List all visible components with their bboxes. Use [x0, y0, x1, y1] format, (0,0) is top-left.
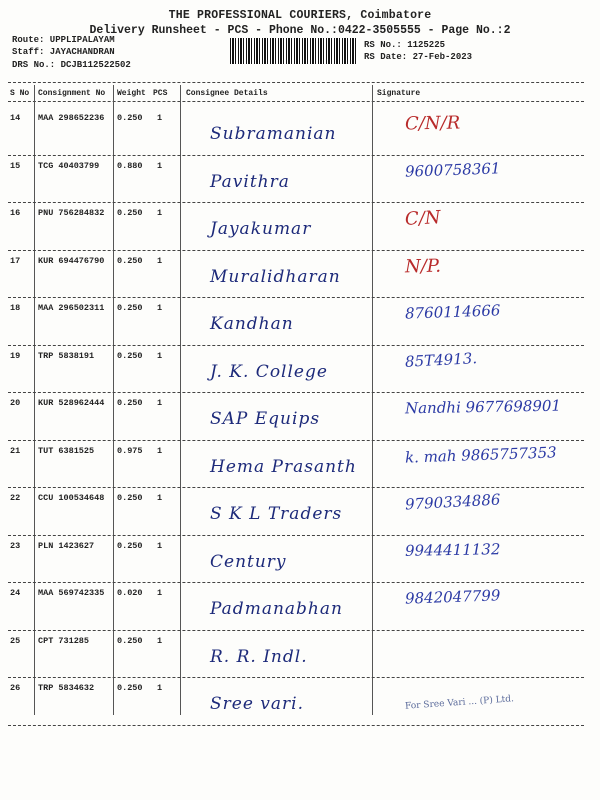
- sno-cell: 15: [10, 160, 21, 171]
- weight-cell: 0.250: [117, 113, 143, 123]
- sno-cell: 24: [10, 588, 21, 598]
- signature-handwriting: C/N: [404, 207, 442, 230]
- consignee-handwriting: Hema Prasanth: [210, 456, 357, 477]
- consignment-cell: MAA 296502311: [38, 303, 105, 313]
- weight-cell: 0.250: [117, 683, 143, 693]
- signature-handwriting: N/P.: [404, 255, 442, 277]
- consignee-handwriting: Century: [210, 551, 287, 572]
- consignee-handwriting: Jayakumar: [210, 219, 312, 239]
- col-consignee-header: Consignee Details: [186, 89, 268, 98]
- barcode: [230, 38, 358, 64]
- consignee-handwriting: Pavithra: [210, 171, 290, 192]
- sno-cell: 20: [10, 398, 21, 408]
- weight-cell: 0.250: [117, 398, 143, 408]
- pcs-cell: 1: [157, 588, 163, 598]
- pcs-cell: 1: [157, 113, 163, 123]
- consignee-handwriting: Padmanabhan: [210, 599, 343, 619]
- table-row: [0, 441, 600, 489]
- pcs-cell: 1: [157, 208, 163, 218]
- sno-cell: 26: [10, 683, 21, 693]
- consignment-cell: PNU 756284832: [38, 208, 105, 218]
- consignment-cell: KUR 528962444: [38, 398, 105, 408]
- table-row: [0, 631, 600, 679]
- signature-handwriting: Nandhi 9677698901: [404, 396, 562, 418]
- signature-handwriting: k. mah 9865757353: [404, 442, 557, 467]
- consignee-handwriting: Sree vari.: [210, 694, 305, 714]
- staff-label: Staff: JAYACHANDRAN: [12, 47, 115, 57]
- header-rule-top: [8, 82, 584, 83]
- sno-cell: 22: [10, 493, 21, 503]
- weight-cell: 0.880: [117, 160, 143, 171]
- pcs-cell: 1: [157, 350, 163, 361]
- weight-cell: 0.250: [117, 540, 143, 551]
- weight-cell: 0.250: [117, 303, 143, 313]
- sno-cell: 14: [10, 113, 21, 123]
- col-consignment-header: Consignment No: [38, 89, 106, 98]
- col-weight-header: Weight: [117, 89, 146, 98]
- consignment-cell: TUT 6381525: [38, 445, 95, 456]
- rs-date: RS Date: 27-Feb-2023: [364, 52, 473, 62]
- row-divider: [8, 725, 584, 726]
- consignment-cell: TRP 5838191: [38, 350, 95, 361]
- table-row: [0, 156, 600, 204]
- sno-cell: 21: [10, 445, 21, 456]
- table-row: [0, 251, 600, 299]
- sno-cell: 23: [10, 540, 21, 551]
- table-row: [0, 536, 600, 584]
- header-rule-bottom: [8, 101, 584, 102]
- consignee-handwriting: R. R. Indl.: [210, 646, 308, 667]
- consignee-handwriting: J. K. College: [210, 361, 328, 382]
- consignment-cell: PLN 1423627: [38, 540, 95, 551]
- consignment-cell: MAA 569742335: [38, 588, 105, 598]
- table-row: [0, 298, 600, 346]
- signature-handwriting: 8760114666: [404, 301, 501, 323]
- signature-handwriting: 9790334886: [404, 490, 501, 514]
- col-signature-header: Signature: [377, 89, 421, 98]
- sno-cell: 25: [10, 635, 21, 646]
- signature-handwriting: 9842047799: [404, 586, 501, 608]
- consignment-cell: CPT 731285: [38, 635, 90, 646]
- weight-cell: 0.250: [117, 493, 143, 503]
- pcs-cell: 1: [157, 540, 163, 551]
- pcs-cell: 1: [157, 255, 163, 266]
- signature-handwriting: C/N/R: [404, 112, 461, 135]
- pcs-cell: 1: [157, 303, 163, 313]
- table-row: [0, 203, 600, 251]
- pcs-cell: 1: [157, 398, 163, 408]
- pcs-cell: 1: [157, 683, 163, 693]
- weight-cell: 0.250: [117, 350, 143, 361]
- signature-handwriting: 9600758361: [404, 158, 501, 181]
- page-subtitle: Delivery Runsheet - PCS - Phone No.:0422-3505555 - Page No.:2: [89, 24, 511, 37]
- weight-cell: 0.250: [117, 208, 143, 218]
- consignee-handwriting: Muralidharan: [210, 266, 341, 287]
- table-row: [0, 346, 600, 394]
- pcs-cell: 1: [157, 160, 163, 171]
- pcs-cell: 1: [157, 635, 163, 646]
- table-row: [0, 488, 600, 536]
- consignment-cell: CCU 100534648: [38, 493, 105, 503]
- consignee-handwriting: SAP Equips: [210, 409, 321, 429]
- drs-label: DRS No.: DCJB112522502: [12, 60, 131, 70]
- pcs-cell: 1: [157, 445, 163, 456]
- table-row: [0, 583, 600, 631]
- consignment-cell: TRP 5834632: [38, 683, 95, 693]
- sno-cell: 18: [10, 303, 21, 313]
- route-label: Route: UPPLIPALAYAM: [12, 35, 115, 45]
- consignee-handwriting: Kandhan: [210, 314, 294, 334]
- weight-cell: 0.250: [117, 255, 143, 266]
- company-stamp: For Sree Vari ... (P) Ltd.: [404, 694, 515, 712]
- col-sno-header: S No: [10, 89, 30, 98]
- sno-cell: 17: [10, 255, 21, 266]
- rs-number: RS No.: 1125225: [364, 40, 446, 50]
- sno-cell: 16: [10, 208, 21, 218]
- signature-handwriting: 85T4913.: [404, 348, 478, 371]
- table-row: [0, 393, 600, 441]
- page-title: THE PROFESSIONAL COURIERS, Coimbatore: [168, 9, 432, 22]
- table-row: [0, 108, 600, 156]
- col-pcs-header: PCS: [153, 89, 168, 98]
- weight-cell: 0.020: [117, 588, 143, 598]
- consignee-handwriting: S K L Traders: [210, 504, 343, 524]
- pcs-cell: 1: [157, 493, 163, 503]
- consignment-cell: TCG 40403799: [38, 160, 100, 171]
- consignment-cell: MAA 298652236: [38, 113, 105, 123]
- signature-handwriting: 9944411132: [404, 539, 501, 560]
- weight-cell: 0.975: [117, 445, 143, 456]
- consignee-handwriting: Subramanian: [210, 124, 337, 144]
- weight-cell: 0.250: [117, 635, 143, 646]
- sno-cell: 19: [10, 350, 21, 361]
- consignment-cell: KUR 694476790: [38, 255, 105, 266]
